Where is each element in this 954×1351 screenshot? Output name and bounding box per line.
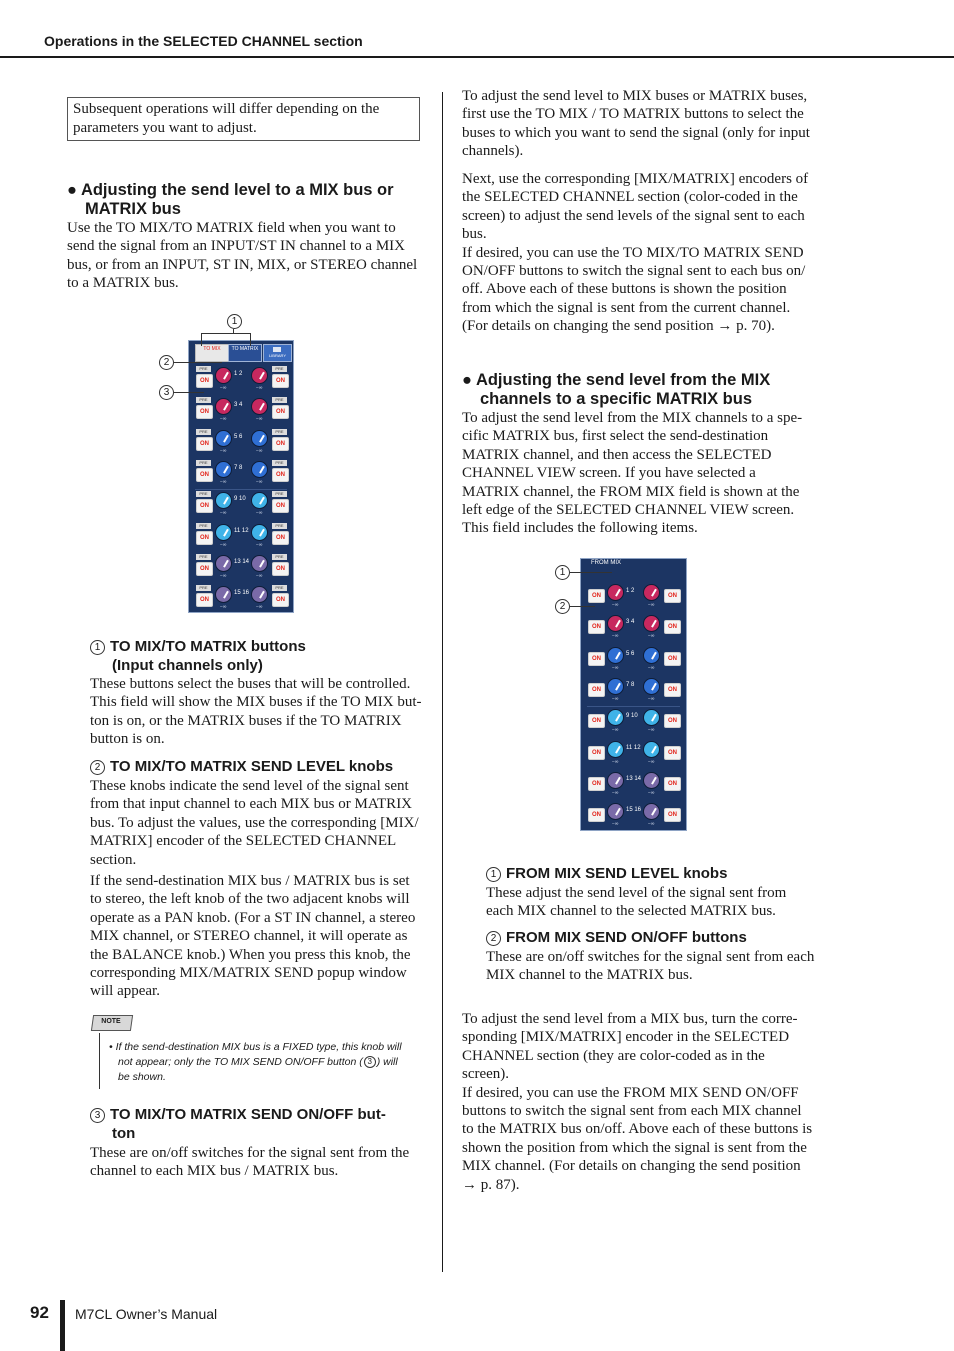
library-label: LIBRARY (268, 353, 287, 358)
to-mix-button[interactable] (195, 344, 229, 362)
channel-number-label: 1 2 (234, 371, 243, 377)
min-level-label: −∞ (648, 664, 655, 671)
callout-line (250, 333, 251, 346)
text-line: ON/OFF buttons to switch the signal sent to each bus on/ (462, 263, 806, 280)
to-matrix-label: TO MATRIX (231, 346, 259, 352)
text-line: to a MATRIX bus. (67, 275, 179, 292)
send-on-button-right[interactable]: ON (664, 714, 681, 728)
min-level-label: −∞ (648, 727, 655, 734)
channel-number-label: 5 6 (626, 650, 635, 657)
to-mix-label: TO MIX (203, 346, 221, 352)
item-title: TO MIX/TO MATRIX SEND ON/OFF but- (110, 1106, 386, 1123)
right-paragraph-3 (462, 409, 822, 538)
text-line: screen) to adjust the send levels of the signal sent to each (462, 207, 805, 224)
manual-title: M7CL Owner’s Manual (75, 1306, 218, 1322)
send-on-button-right[interactable]: ON (664, 589, 681, 603)
channel-number-label: 13 14 (234, 558, 250, 565)
item-heading-to-mix-buttons (90, 637, 430, 675)
item-number: 1 (486, 867, 501, 882)
send-on-button-left[interactable]: ON (588, 589, 605, 603)
heading-line: ● Adjusting the send level from the MIX (462, 371, 771, 389)
note-text (109, 1040, 429, 1085)
min-level-label: −∞ (612, 602, 619, 608)
callout-2: 2 (159, 355, 174, 370)
item-title-line2: (Input channels only) (112, 657, 263, 674)
intro-paragraph (67, 219, 427, 293)
send-level-knob-right[interactable] (251, 398, 268, 415)
send-on-button-right[interactable]: ON (664, 777, 681, 791)
channel-number-label: 7 8 (626, 681, 635, 688)
text-line: buses to which you want to send the signal (only for input (462, 124, 810, 141)
text-line: These adjust the send level of the signal sent from (486, 885, 787, 901)
text-line: buttons to switch the signal sent from each MIX channel (462, 1103, 802, 1120)
pre-button-right[interactable]: PRE (272, 491, 287, 497)
channel-number-label: 5 6 (234, 433, 243, 440)
send-level-knob-right[interactable] (643, 741, 660, 758)
text-line: section. (90, 851, 137, 868)
channel-number-label: 3 4 (626, 619, 635, 626)
send-on-button-left[interactable]: ON (196, 405, 213, 419)
min-level-label: −∞ (256, 510, 263, 517)
heading-line: MATRIX bus (85, 200, 181, 218)
callout-line (174, 392, 204, 393)
footer-bar (60, 1300, 65, 1351)
text-line: ) will (376, 1056, 398, 1068)
heading-line: ● Adjusting the send level to a MIX bus or (67, 181, 394, 199)
text-line: shown the position from which the signal is sent from the (462, 1139, 807, 1156)
min-level-label: −∞ (256, 478, 263, 485)
to-matrix-button[interactable] (228, 344, 262, 362)
send-on-button-left[interactable]: ON (196, 468, 213, 482)
text-line: These are on/off switches for the signal sent from each (486, 949, 815, 965)
pre-button-left[interactable]: PRE (196, 491, 211, 497)
intro-note-box: Subsequent operations will differ depending on the parameters you want to adjust. (67, 97, 420, 141)
channel-number-label: 9 10 (626, 713, 638, 720)
callout-1: 1 (555, 565, 570, 580)
send-level-knob-right[interactable] (251, 555, 268, 572)
send-on-button-right[interactable]: ON (664, 808, 681, 822)
item-body (90, 1144, 430, 1181)
pre-button-left[interactable]: PRE (196, 397, 211, 403)
item-heading-send-level-knobs (90, 757, 430, 776)
item-number: 3 (90, 1108, 105, 1123)
send-level-knob-right[interactable] (251, 461, 268, 478)
pre-button-right[interactable]: PRE (272, 429, 287, 435)
send-on-button-left[interactable]: ON (196, 374, 213, 388)
min-level-label: −∞ (612, 695, 619, 702)
send-on-button-left[interactable]: ON (588, 620, 605, 634)
item-title: FROM MIX SEND ON/OFF buttons (506, 929, 747, 946)
send-on-button-left[interactable]: ON (588, 683, 605, 697)
channel-pair-row (189, 552, 293, 583)
send-level-knob-right[interactable] (251, 524, 268, 541)
text-line: the BALANCE knob.) When you press this knob, the (90, 946, 411, 963)
send-on-button-left[interactable]: ON (588, 777, 605, 791)
text-line: the SELECTED CHANNEL section (color-coded in the (462, 189, 798, 206)
min-level-label: −∞ (220, 478, 227, 485)
item-body-2 (90, 872, 430, 1001)
min-level-label: −∞ (648, 821, 655, 828)
pre-button-left[interactable]: PRE (196, 585, 211, 591)
send-on-button-left[interactable]: ON (196, 499, 213, 513)
channel-pair-row (581, 581, 686, 612)
text-line: send the signal from an INPUT/ST IN channel to a MIX (67, 238, 405, 255)
text-line: be shown. (118, 1071, 166, 1083)
channel-number-label: 11 12 (626, 744, 641, 751)
text-line: MATRIX channel, and then access the SELECTED (462, 446, 772, 463)
channel-pair-row (581, 706, 686, 737)
send-on-button-right[interactable]: ON (272, 593, 289, 607)
send-level-knob-left[interactable] (607, 647, 624, 664)
text-line: MATRIX channel, the FROM MIX field is shown at the (462, 483, 800, 500)
send-on-button-left[interactable]: ON (196, 437, 213, 451)
text-line: each MIX channel to the selected MATRIX bus. (486, 903, 776, 920)
channel-pair-row (189, 458, 293, 489)
send-level-knob-left[interactable] (607, 741, 624, 758)
pre-button-left[interactable]: PRE (196, 429, 211, 435)
text-line: from which the signal is sent from the current channel. (462, 299, 791, 316)
text-line: first use the TO MIX / TO MATRIX buttons to select the (462, 106, 804, 123)
send-level-knob-left[interactable] (607, 678, 624, 695)
item-body (486, 948, 826, 985)
from-mix-title: FROM MIX (591, 560, 621, 566)
callout-line (174, 362, 222, 363)
send-level-knob-left[interactable] (607, 803, 624, 820)
send-level-knob-left[interactable] (215, 524, 232, 541)
inline-number: 3 (364, 1056, 376, 1068)
text-line: This field includes the following items. (462, 520, 698, 537)
text-line: not appear; only the TO MIX SEND ON/OFF button ( (118, 1056, 363, 1068)
min-level-label: −∞ (648, 789, 655, 796)
text-line: MIX channel, or STEREO channel, it will operate as (90, 928, 408, 945)
text-line: MIX channel to the MATRIX bus. (486, 967, 693, 984)
min-level-label: −∞ (612, 664, 619, 671)
send-level-knob-right[interactable] (251, 367, 268, 384)
min-level-label: −∞ (612, 727, 619, 734)
min-level-label: −∞ (648, 633, 655, 640)
send-level-knob-left[interactable] (215, 555, 232, 572)
item-body (90, 777, 430, 869)
text-line: channel to each MIX bus / MATRIX bus. (90, 1163, 339, 1180)
callout-line (570, 572, 612, 573)
pre-button-right[interactable]: PRE (272, 585, 287, 591)
text-line: CHANNEL VIEW screen. If you have selected a (462, 465, 756, 482)
text-line: bus. (462, 226, 487, 243)
pre-button-right[interactable]: PRE (272, 554, 287, 560)
min-level-label: −∞ (612, 789, 619, 796)
send-level-knob-right[interactable] (643, 678, 660, 695)
item-heading-from-mix-on-off (486, 928, 826, 947)
text-line: These are on/off switches for the signal sent from the (90, 1145, 410, 1161)
text-line: If desired, you can use the FROM MIX SEND ON/OFF (462, 1084, 799, 1101)
min-level-label: −∞ (220, 510, 227, 517)
send-on-button-left[interactable]: ON (588, 746, 605, 760)
item-number: 2 (90, 760, 105, 775)
pre-button-right[interactable]: PRE (272, 523, 287, 529)
send-on-button-left[interactable]: ON (588, 652, 605, 666)
send-level-knob-left[interactable] (607, 772, 624, 789)
min-level-label: −∞ (648, 602, 655, 608)
send-on-button-left[interactable]: ON (588, 714, 605, 728)
from-mix-panel (580, 558, 687, 831)
min-level-label: −∞ (648, 758, 655, 765)
send-level-knob-right[interactable] (251, 492, 268, 509)
channel-number-label: 13 14 (626, 775, 642, 782)
folder-icon (273, 347, 281, 352)
channel-number-label: 15 16 (234, 590, 250, 597)
min-level-label: −∞ (220, 604, 227, 611)
min-level-label: −∞ (256, 447, 263, 454)
send-on-button-right[interactable]: ON (272, 405, 289, 419)
text-line: → p. 87). (462, 1176, 520, 1193)
pre-button-right[interactable]: PRE (272, 460, 287, 466)
text-line: MIX channel. (For details on changing the send position (462, 1158, 801, 1175)
channel-pair-row (581, 769, 686, 800)
channel-number-label: 9 10 (234, 496, 246, 503)
pre-button-left[interactable]: PRE (196, 554, 211, 560)
text-line: CHANNEL section (they are color-coded as in the (462, 1047, 765, 1064)
channel-pair-row (189, 427, 293, 458)
channel-pair-row (189, 521, 293, 552)
send-level-knob-left[interactable] (215, 461, 232, 478)
send-on-button-right[interactable]: ON (272, 531, 289, 545)
min-level-label: −∞ (220, 572, 227, 579)
channel-number-label: 3 4 (234, 402, 243, 409)
item-title: FROM MIX SEND LEVEL knobs (506, 865, 728, 882)
send-level-knob-left[interactable] (215, 492, 232, 509)
pre-button-left[interactable]: PRE (196, 460, 211, 466)
heading-line: channels to a specific MATRIX bus (480, 390, 753, 408)
channel-pair-row (189, 583, 293, 614)
channel-pair-row (189, 364, 293, 395)
callout-line (570, 606, 595, 607)
running-header: Operations in the SELECTED CHANNEL section (44, 33, 363, 49)
channel-pair-row (581, 612, 686, 643)
send-level-knob-left[interactable] (607, 615, 624, 632)
min-level-label: −∞ (220, 385, 227, 391)
text-line: Use the TO MIX/TO MATRIX field when you want to (67, 220, 396, 236)
text-line: button is on. (90, 731, 165, 748)
channel-pair-row (581, 675, 686, 706)
send-level-knob-right[interactable] (643, 709, 660, 726)
send-level-knob-right[interactable] (643, 584, 660, 601)
send-on-button-left[interactable]: ON (196, 593, 213, 607)
item-number: 1 (90, 640, 105, 655)
send-on-button-right[interactable]: ON (664, 746, 681, 760)
item-heading-send-on-off (90, 1105, 430, 1143)
channel-number-label: 15 16 (626, 807, 642, 814)
send-level-knob-right[interactable] (643, 615, 660, 632)
text-line: To adjust the send level from the MIX channels to a spe- (462, 410, 803, 426)
send-level-knob-left[interactable] (215, 398, 232, 415)
right-paragraph-4 (462, 1010, 822, 1194)
note-badge (92, 1013, 136, 1031)
send-on-button-left[interactable]: ON (196, 531, 213, 545)
section-heading-mix-matrix (67, 181, 427, 219)
send-level-knob-right[interactable] (643, 647, 660, 664)
text-line: cific MATRIX bus, first select the send-destination (462, 428, 769, 445)
min-level-label: −∞ (256, 604, 263, 611)
text-line: from that input channel to each MIX bus or MATRIX (90, 796, 413, 813)
channel-pair-row (581, 800, 686, 831)
send-level-knob-left[interactable] (215, 586, 232, 603)
text-line: screen). (462, 1066, 510, 1083)
send-level-knob-left[interactable] (215, 430, 232, 447)
send-on-button-right[interactable]: ON (272, 499, 289, 513)
text-line: sponding [MIX/MATRIX] encoder in the SELECTED (462, 1029, 790, 1046)
item-title: TO MIX/TO MATRIX SEND LEVEL knobs (110, 758, 394, 775)
send-level-knob-left[interactable] (607, 709, 624, 726)
channel-number-label: 11 12 (234, 527, 249, 534)
note-label: NOTE (101, 1018, 121, 1025)
to-mix-matrix-panel (188, 340, 294, 613)
send-on-button-right[interactable]: ON (664, 683, 681, 697)
text-line: corresponding MIX/MATRIX SEND popup window (90, 965, 407, 982)
send-on-button-left[interactable]: ON (588, 808, 605, 822)
pre-button-right[interactable]: PRE (272, 397, 287, 403)
item-title: TO MIX/TO MATRIX buttons (110, 638, 306, 655)
channel-pair-row (581, 738, 686, 769)
text-line: left edge of the SELECTED CHANNEL VIEW screen. (462, 502, 795, 519)
callout-1: 1 (227, 314, 242, 329)
send-level-knob-right[interactable] (643, 772, 660, 789)
text-line: ton is on, or the MATRIX buses if the TO MATRIX (90, 712, 402, 729)
text-line: Next, use the corresponding [MIX/MATRIX] encoders of (462, 171, 809, 187)
channel-number-label: 7 8 (234, 464, 243, 471)
text-line: off. Above each of these buttons is shown the position (462, 281, 787, 298)
right-paragraph-2 (462, 170, 822, 336)
min-level-label: −∞ (256, 416, 263, 423)
callout-line (201, 333, 250, 334)
min-level-label: −∞ (612, 633, 619, 640)
right-paragraph-1 (462, 87, 822, 161)
item-body (486, 884, 826, 921)
send-on-button-right[interactable]: ON (272, 374, 289, 388)
text-line: (For details on changing the send position → p. 70). (462, 318, 775, 335)
text-line: This field will show the MIX buses if the TO MIX but- (90, 694, 422, 711)
send-on-button-right[interactable]: ON (272, 468, 289, 482)
text-line: If the send-destination MIX bus / MATRIX bus is set (90, 873, 410, 889)
send-on-button-right[interactable]: ON (664, 620, 681, 634)
item-number: 2 (486, 931, 501, 946)
text-line: These buttons select the buses that will be controlled. (90, 676, 411, 692)
note-rule (99, 1033, 100, 1089)
text-line: to stereo, the left knob of the two adjacent knobs will (90, 891, 410, 908)
min-level-label: −∞ (220, 416, 227, 423)
item-title-line2: ton (112, 1125, 136, 1142)
channel-pair-row (581, 644, 686, 675)
channel-pair-row (189, 395, 293, 426)
send-on-button-right[interactable]: ON (272, 437, 289, 451)
library-button[interactable] (263, 344, 292, 362)
pre-button-left[interactable]: PRE (196, 366, 211, 372)
send-on-button-right[interactable]: ON (664, 652, 681, 666)
text-line: To adjust the send level from a MIX bus, turn the corre- (462, 1011, 798, 1027)
callout-3: 3 (159, 385, 174, 400)
page-number: 92 (30, 1303, 49, 1322)
section-heading-from-mix (462, 371, 832, 409)
text-line: channels). (462, 143, 524, 160)
text-line: will appear. (90, 983, 160, 1000)
min-level-label: −∞ (256, 541, 263, 548)
min-level-label: −∞ (256, 385, 263, 391)
header-rule (0, 56, 954, 58)
text-line: • If the send-destination MIX bus is a FIXED type, this knob will (109, 1041, 402, 1053)
send-level-knob-left[interactable] (215, 367, 232, 384)
send-level-knob-right[interactable] (643, 803, 660, 820)
channel-number-label: 1 2 (626, 588, 635, 594)
send-on-button-left[interactable]: ON (196, 562, 213, 576)
text-line: to the MATRIX bus on/off. Above each of these buttons is (462, 1121, 813, 1138)
text-line: bus, or from an INPUT, ST IN, MIX, or STEREO channel (67, 256, 418, 273)
callout-2: 2 (555, 599, 570, 614)
min-level-label: −∞ (220, 541, 227, 548)
min-level-label: −∞ (648, 695, 655, 702)
callout-line (201, 333, 202, 346)
min-level-label: −∞ (220, 447, 227, 454)
send-level-knob-right[interactable] (251, 586, 268, 603)
item-heading-from-mix-knobs (486, 864, 826, 883)
item-body (90, 675, 430, 749)
pre-button-left[interactable]: PRE (196, 523, 211, 529)
column-divider (442, 92, 443, 1272)
text-line: These knobs indicate the send level of the signal sent (90, 778, 409, 794)
send-level-knob-left[interactable] (607, 584, 624, 601)
pre-button-right[interactable]: PRE (272, 366, 287, 372)
text-line: operate as a PAN knob. (For a ST IN channel, a stereo (90, 909, 416, 926)
text-line: To adjust the send level to MIX buses or MATRIX buses, (462, 88, 808, 104)
min-level-label: −∞ (612, 821, 619, 828)
send-on-button-right[interactable]: ON (272, 562, 289, 576)
text-line: If desired, you can use the TO MIX/TO MATRIX SEND (462, 244, 804, 261)
channel-pair-row (189, 489, 293, 520)
text-line: MATRIX] encoder of the SELECTED CHANNEL (90, 833, 397, 850)
min-level-label: −∞ (256, 572, 263, 579)
send-level-knob-right[interactable] (251, 430, 268, 447)
min-level-label: −∞ (612, 758, 619, 765)
text-line: bus. To adjust the values, use the corresponding [MIX/ (90, 814, 419, 831)
